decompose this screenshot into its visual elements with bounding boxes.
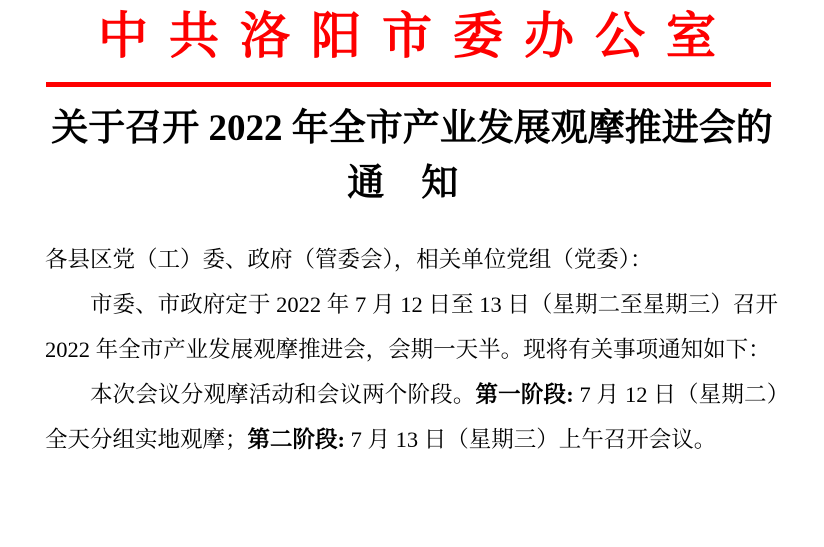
document-title (0, 101, 824, 211)
text-segment-stage2-label: 第二阶段: (247, 427, 346, 452)
document-title-line1: 关于召开 2022 年全市产业发展观摩推进会的 (51, 108, 773, 149)
document-title-line2: 通知 (347, 163, 496, 204)
body-salutation (45, 237, 778, 282)
body-paragraph-meeting-time (45, 282, 778, 372)
text-segment: 市委、市政府定于 2022 年 7 月 12 日至 13 日（星期二至星期三）召开 2022 年全市产业发展观摩推进会，会期一天半。现将有关事项通知如下： (45, 292, 778, 362)
letterhead-issuer: 中共洛阳市委办公室 (98, 8, 737, 64)
red-separator-line (46, 82, 771, 87)
text-segment-stage1-label: 第一阶段: (475, 382, 574, 407)
text-segment: 7 月 12 日（星期二）全天分组实地观摩； (45, 382, 778, 452)
document-body (0, 237, 824, 462)
text-segment: 本次会议分观摩活动和会议两个阶段。 (90, 382, 476, 407)
body-paragraph-agenda (45, 372, 778, 462)
text-segment: 各县区党（工）委、政府（管委会），相关单位党组（党委）： (45, 247, 653, 272)
text-segment: 7 月 13 日（星期三）上午召开会议。 (345, 427, 717, 452)
